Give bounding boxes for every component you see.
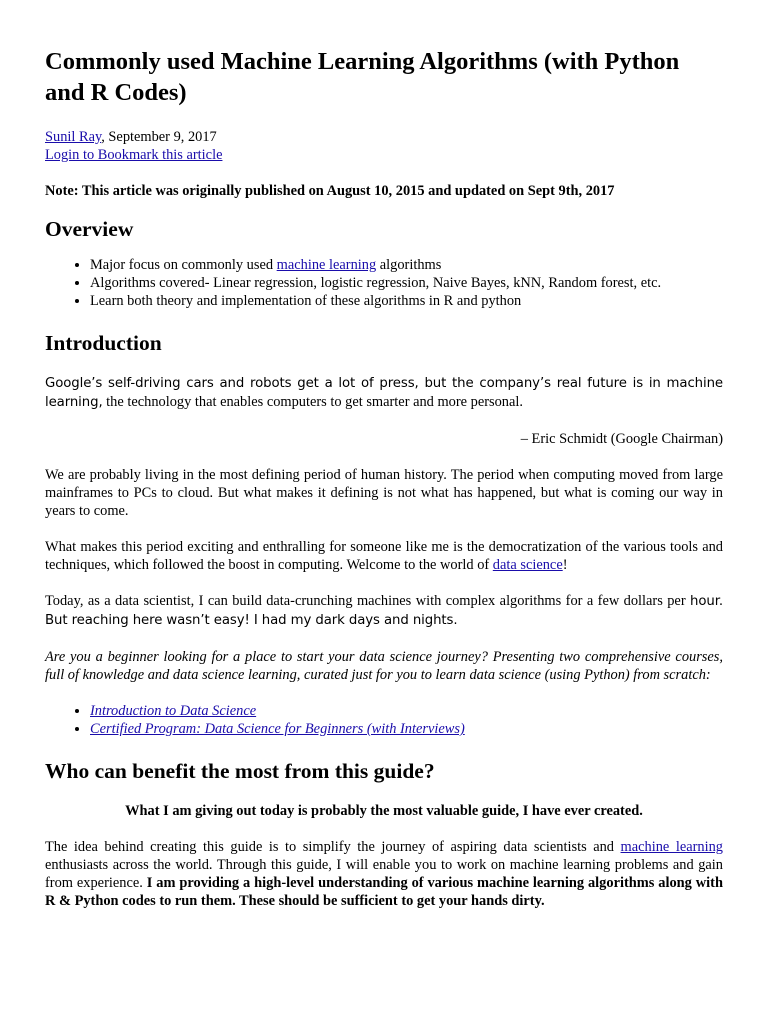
overview-item: • Learn both theory and implementation of these algorithms in R and python: [90, 292, 723, 310]
paragraph-bold-text: I am providing a high-level understanding of various machine learning algorithms along with R & Python codes to run them. These should be sufficient to get your hands dirty.: [45, 875, 723, 909]
guide-heading: Who can benefit the most from this guide?: [45, 759, 435, 783]
article-meta: [45, 128, 723, 164]
certified-program-link[interactable]: Certified Program: Data Science for Beginners (with Interviews): [90, 721, 465, 737]
quote-sans-text: Google’s self-driving cars and robots get a lot of press, but the company’s real future is in machine learning,: [45, 376, 723, 410]
paragraph-text: Today, as a data scientist, I can build data-crunching machines with complex algorithms for a few dollars per: [45, 593, 691, 609]
overview-item: [90, 256, 723, 274]
paragraph-sans-text: hour. But reaching here wasn’t easy! I had my dark days and nights.: [45, 594, 723, 628]
course-item: [90, 702, 723, 720]
machine-learning-link-2[interactable]: machine learning: [620, 839, 723, 855]
paragraph-text: !: [562, 557, 568, 573]
intro-paragraph: We are probably living in the most defining period of human history. The period when computing moved from large mainframes to PCs to cloud. But what makes it defining is not what has happened, but what is coming our way in years to come.: [45, 467, 723, 519]
machine-learning-link[interactable]: machine learning: [276, 257, 377, 273]
article-title: Commonly used Machine Learning Algorithms (with Python and R Codes): [45, 48, 680, 106]
paragraph-text: What makes this period exciting and enthralling for someone like me is the democratization of the various tools and techniques, which followed the boost in computing. Welcome to the world of: [45, 539, 723, 573]
overview-item: • Algorithms covered- Linear regression, logistic regression, Naive Bayes, kNN, Random forest, etc.: [90, 274, 723, 292]
publish-note: Note: This article was originally published on August 10, 2015 and updated on Sept 9th, 2017: [45, 183, 615, 199]
article-date: , September 9, 2017: [101, 129, 217, 145]
guide-paragraph: [45, 838, 723, 910]
quote-author: – Eric Schmidt (Google Chairman): [520, 431, 723, 447]
overview-list: [45, 256, 723, 310]
data-science-link[interactable]: data science: [492, 557, 563, 573]
introduction-heading: Introduction: [45, 331, 162, 355]
overview-item-text: Major focus on commonly used: [90, 257, 277, 273]
guide-highlight: What I am giving out today is probably the most valuable guide, I have ever created.: [125, 803, 643, 819]
intro-quote: [45, 374, 723, 412]
course-list: [45, 702, 723, 738]
overview-heading: Overview: [45, 217, 134, 241]
bookmark-link[interactable]: Login to Bookmark this article: [45, 147, 223, 163]
quote-serif-text: the technology that enables computers to get smarter and more personal.: [102, 394, 523, 410]
paragraph-text: enthusiasts across the world. Through this guide, I will enable you to work on machine learning problems and gain from experience.: [45, 857, 723, 891]
paragraph-text: The idea behind creating this guide is to simplify the journey of aspiring data scientists and: [45, 839, 621, 855]
intro-paragraph: [45, 538, 723, 574]
author-link[interactable]: Sunil Ray: [45, 129, 102, 145]
course-item: [90, 720, 723, 738]
intro-data-science-link[interactable]: Introduction to Data Science: [90, 703, 257, 719]
intro-paragraph: [45, 592, 723, 630]
course-intro-paragraph: Are you a beginner looking for a place to start your data science journey? Presenting two comprehensive courses, full of knowledge and data science learning, curated just for you to learn data science (using Python) from scratch:: [45, 649, 723, 683]
overview-item-text: algorithms: [376, 257, 442, 273]
